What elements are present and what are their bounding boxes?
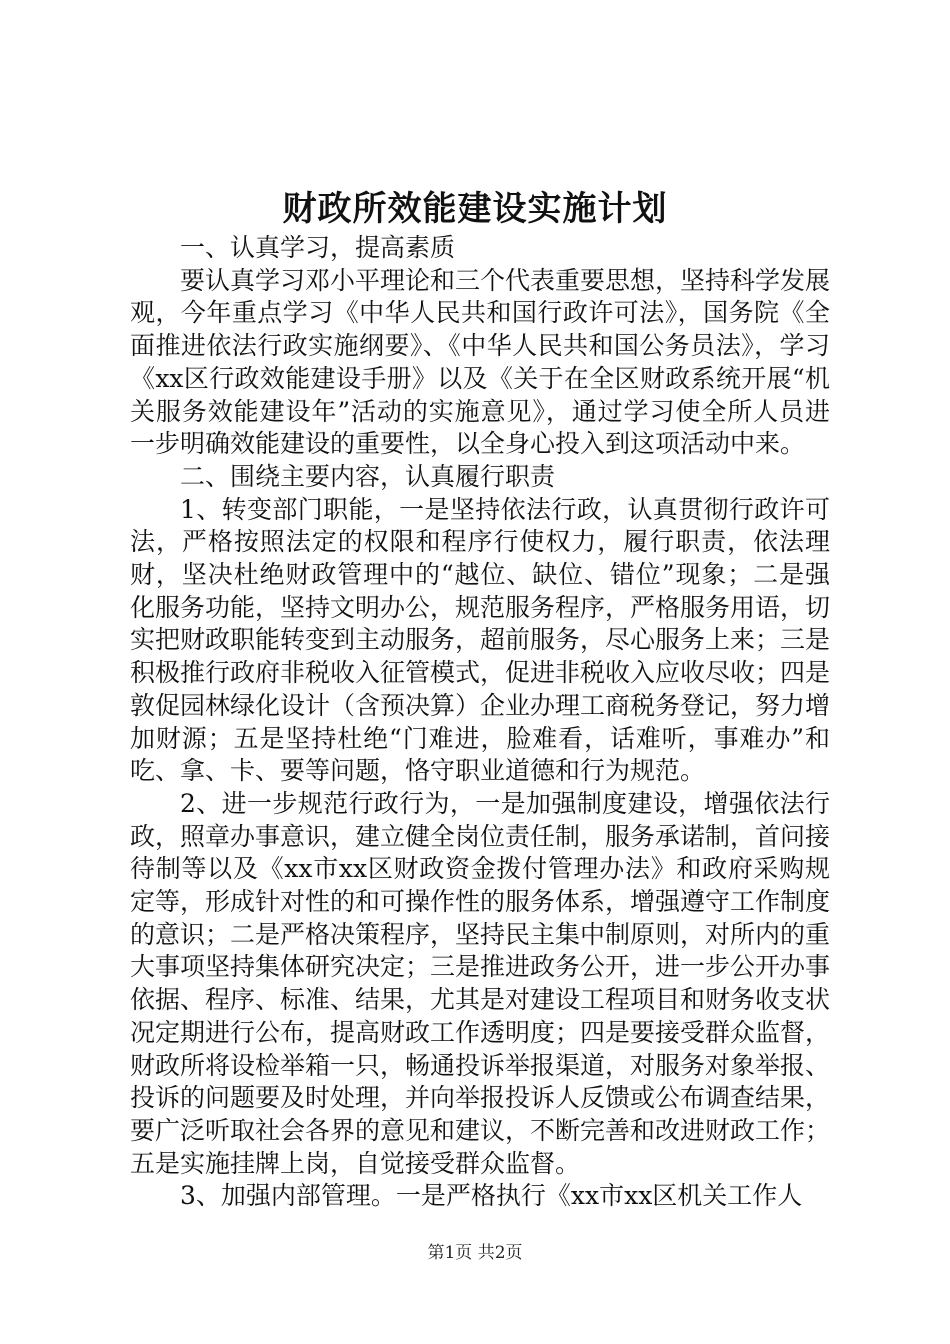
page-footer: 第1页 共2页	[427, 1243, 523, 1263]
document-body	[130, 232, 830, 1213]
section-2-paragraph-3: 3、加强内部管理。一是严格执行《xx市xx区机关工作人	[180, 1181, 803, 1211]
section-heading-1: 一、认真学习，提高素质	[180, 233, 456, 262]
section-2-paragraph-2: 2、进一步规范行政行为，一是加强制度建设，增强依法行政，照章办事意识，建立健全岗位责任制，服务承诺制，首问接待制等以及《xx市xx区财政资金拨付管理办法》和政府采购规定等，形成针对性的和可操作性的服务体系，增强遵守工作制度的意识；二是严格决策程序，坚持民主集中制原则，对所内的重大事项坚持集体研究决定；三是推进政务公开，进一步公开办事依据、程序、标准、结果，尤其是对建设工程项目和财务收支状况定期进行公布，提高财政工作透明度；四是要接受群众监督，财政所将设检举箱一只，畅通投诉举报渠道，对服务对象举报、投诉的问题要及时处理，并向举报投诉人反馈或公布调查结果，要广泛听取社会各界的意见和建议，不断完善和改进财政工作；五是实施挂牌上岗，自觉接受群众监督。	[130, 788, 831, 1178]
section-2-paragraph-1: 1、转变部门职能，一是坚持依法行政，认真贯彻行政许可法，严格按照法定的权限和程序行使权力，履行职责，依法理财，坚决杜绝财政管理中的“越位、缺位、错位”现象；二是强化服务功能，坚持文明办公，规范服务程序，严格服务用语，切实把财政职能转变到主动服务，超前服务，尽心服务上来；三是积极推行政府非税收入征管模式，促进非税收入应收尽收；四是敦促园林绿化设计（含预决算）企业办理工商税务登记，努力增加财源；五是坚持杜绝“门难进，脸难看，话难听，事难办”和吃、拿、卡、要等问题，恪守职业道德和行为规范。	[130, 494, 831, 786]
section-heading-2: 二、围绕主要内容，认真履行职责	[180, 461, 556, 491]
section-1-paragraph-1: 要认真学习邓小平理论和三个代表重要思想，坚持科学发展观，今年重点学习《中华人民共和国行政许可法》，国务院《全面推进依法行政实施纲要》、《中华人民共和国公务员法》，学习《xx区行政效能建设手册》以及《关于在全区财政系统开展“机关服务效能建设年”活动的实施意见》，通过学习使全所人员进一步明确效能建设的重要性，以全身心投入到这项活动中来。	[130, 265, 831, 459]
document-title: 财政所效能建设实施计划	[282, 189, 668, 229]
